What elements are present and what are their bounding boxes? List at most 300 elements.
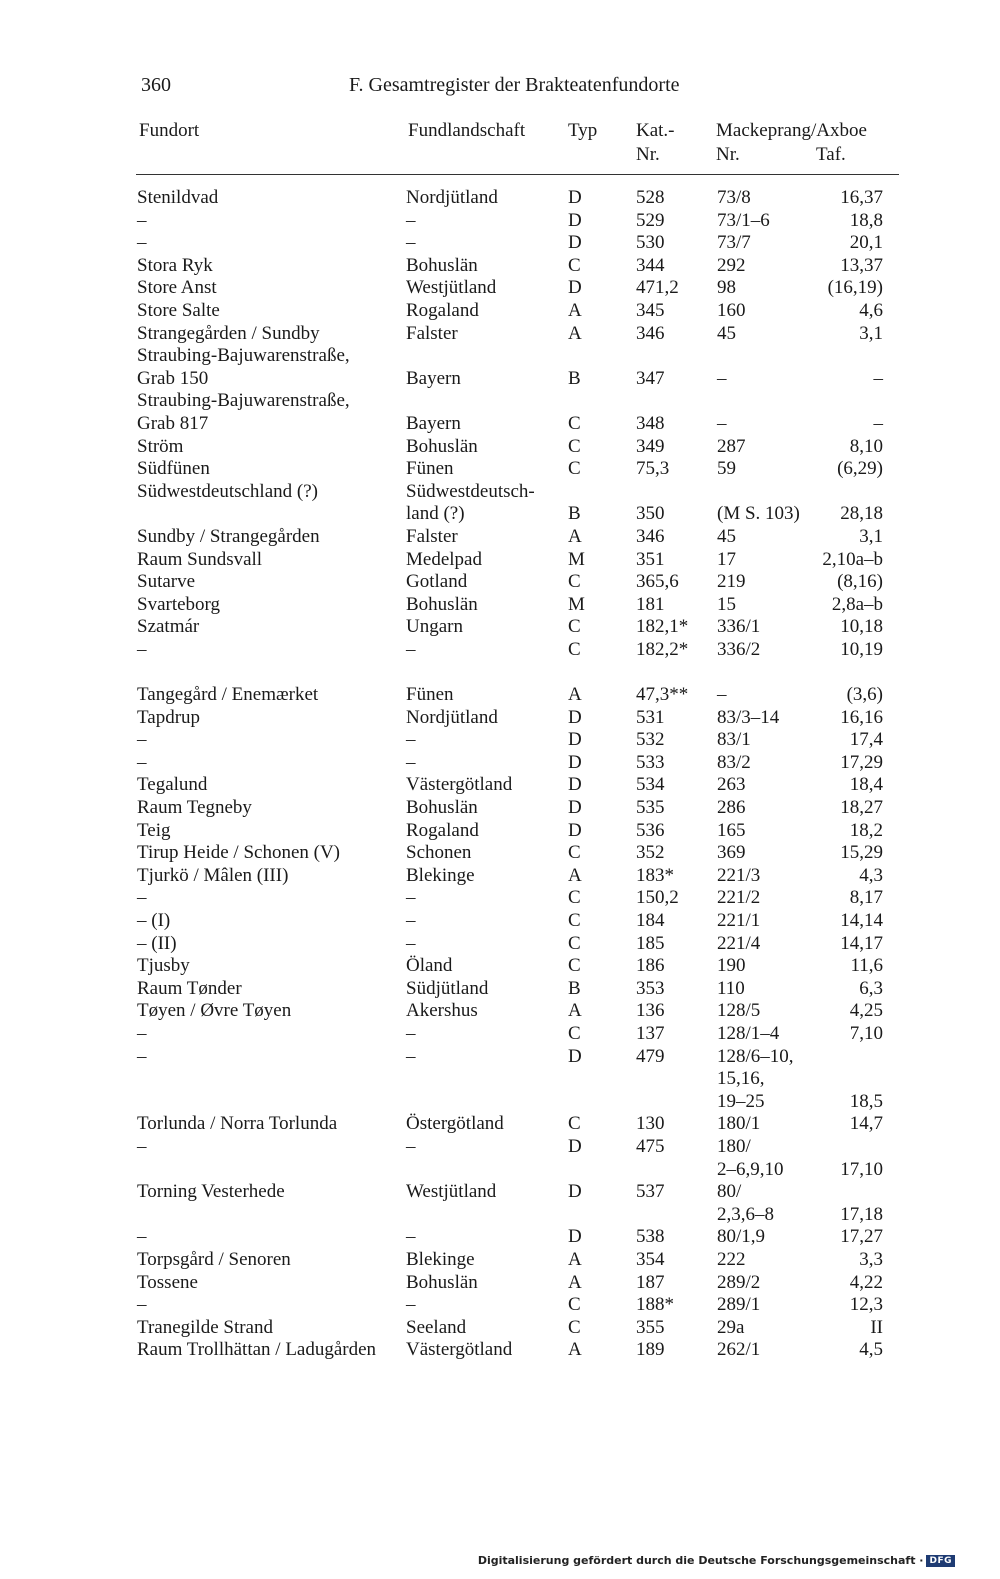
mackeprang-nr-cell: 222: [717, 1248, 746, 1270]
typ-cell: B: [568, 977, 581, 999]
fundlandschaft-cell: –: [406, 1294, 416, 1316]
fundort-cell: Raum Tegneby: [137, 797, 252, 819]
mackeprang-nr-cell: 128/1–4: [717, 1022, 780, 1044]
tafel-cell: 4,5: [859, 1339, 883, 1361]
kat-nr-cell: 353: [636, 977, 665, 999]
fundlandschaft-cell: Västergötland: [406, 1339, 513, 1361]
fundlandschaft-cell: Bohuslän: [406, 1271, 478, 1293]
kat-nr-cell: 350: [636, 503, 665, 525]
kat-nr-cell: 186: [636, 955, 665, 977]
fundort-cell: Raum Trollhättan / Ladugården: [137, 1339, 377, 1361]
fundort-cell: Tossene: [137, 1271, 198, 1293]
fundort-cell: Tjurkö / Mâlen (III): [137, 864, 289, 886]
fundlandschaft-cell: Östergötland: [406, 1113, 504, 1135]
typ-cell: A: [568, 1248, 582, 1270]
mackeprang-nr-cell: 289/1: [717, 1294, 761, 1316]
table-row: [0, 323, 1000, 346]
fundort-cell: Grab 817: [137, 412, 209, 434]
fundlandschaft-cell: Medelpad: [406, 548, 482, 570]
fundort-cell: Svarteborg: [137, 593, 221, 615]
typ-cell: D: [568, 797, 582, 819]
typ-cell: A: [568, 1339, 582, 1361]
tafel-cell: 4,25: [849, 1000, 883, 1022]
kat-nr-cell: 536: [636, 819, 665, 841]
column-header-mackeprang: Mackeprang/Axboe: [716, 120, 867, 141]
kat-nr-cell: 47,3**: [636, 684, 689, 706]
fundort-cell: – (II): [137, 932, 177, 954]
table-row: [0, 955, 1000, 978]
mackeprang-nr-cell: 110: [717, 977, 745, 999]
table-row: [0, 1204, 1000, 1227]
tafel-cell: –: [873, 412, 883, 434]
table-row: [0, 594, 1000, 617]
mackeprang-nr-cell: –: [717, 412, 727, 434]
mackeprang-nr-cell: 289/2: [717, 1271, 761, 1293]
table-row: [0, 774, 1000, 797]
mackeprang-nr-cell: 45: [717, 525, 736, 547]
fundlandschaft-cell: Fünen: [406, 684, 454, 706]
typ-cell: C: [568, 1316, 581, 1338]
kat-nr-cell: 346: [636, 525, 665, 547]
mackeprang-nr-cell: 73/7: [717, 232, 751, 254]
typ-cell: C: [568, 435, 581, 457]
table-row: [0, 684, 1000, 707]
typ-cell: D: [568, 1181, 582, 1203]
mackeprang-nr-cell: –: [717, 684, 727, 706]
table-row: [0, 232, 1000, 255]
mackeprang-nr-cell: 73/1–6: [717, 209, 770, 231]
mackeprang-nr-cell: 29a: [717, 1316, 745, 1338]
typ-cell: C: [568, 1022, 581, 1044]
fundort-cell: Store Anst: [137, 277, 217, 299]
mackeprang-nr-cell: 221/3: [717, 864, 761, 886]
fundlandschaft-cell: Bohuslän: [406, 435, 478, 457]
typ-cell: B: [568, 503, 581, 525]
table-row: [0, 933, 1000, 956]
mackeprang-nr-cell: 17: [717, 548, 736, 570]
mackeprang-nr-cell: 19–25: [717, 1090, 765, 1112]
tafel-cell: 4,3: [859, 864, 883, 886]
table-row: [0, 1249, 1000, 1272]
fundlandschaft-cell: –: [406, 1022, 416, 1044]
table-row: [0, 277, 1000, 300]
table-row: [0, 526, 1000, 549]
fundlandschaft-cell: –: [406, 910, 416, 931]
fundort-cell: Torlunda / Norra Torlunda: [137, 1113, 338, 1135]
kat-nr-cell: 532: [636, 729, 665, 751]
table-row: [0, 210, 1000, 233]
register-table: [0, 187, 1000, 1362]
fundort-cell: Südwestdeutschland (?): [137, 480, 318, 502]
kat-nr-cell: 182,2*: [636, 638, 689, 660]
typ-cell: C: [568, 571, 581, 593]
tafel-cell: 18,4: [849, 774, 883, 796]
fundlandschaft-cell: –: [406, 887, 416, 909]
typ-cell: C: [568, 616, 581, 638]
mackeprang-nr-cell: (M S. 103): [717, 503, 800, 525]
kat-nr-cell: 354: [636, 1248, 665, 1270]
column-header-kat-nr: Nr.: [636, 144, 660, 165]
tafel-cell: 14,7: [849, 1113, 883, 1135]
fundlandschaft-cell: Falster: [406, 525, 458, 547]
fundlandschaft-cell: –: [406, 751, 416, 773]
fundort-cell: Tjusby: [137, 955, 190, 977]
kat-nr-cell: 187: [636, 1271, 665, 1293]
kat-nr-cell: 183*: [636, 864, 674, 886]
mackeprang-nr-cell: 98: [717, 277, 736, 299]
fundort-cell: –: [137, 1226, 147, 1248]
fundort-cell: Sutarve: [137, 571, 196, 593]
table-row: [0, 255, 1000, 278]
kat-nr-cell: 345: [636, 299, 665, 321]
tafel-cell: 8,10: [849, 435, 883, 457]
typ-cell: C: [568, 1113, 581, 1135]
fundort-cell: Raum Tønder: [137, 977, 242, 999]
table-row: [0, 1226, 1000, 1249]
table-row: [0, 1317, 1000, 1340]
kat-nr-cell: 182,1*: [636, 616, 689, 638]
fundort-cell: Szatmár: [137, 616, 200, 638]
footer-text: Digitalisierung gefördert durch die Deutsche Forschungsgemeinschaft ·: [477, 1554, 924, 1567]
kat-nr-cell: 189: [636, 1339, 665, 1361]
kat-nr-cell: 537: [636, 1181, 665, 1203]
fundort-cell: Tranegilde Strand: [137, 1316, 273, 1338]
fundlandschaft-cell: Akershus: [406, 1000, 478, 1022]
tafel-cell: 2,10a–b: [822, 548, 883, 570]
typ-cell: C: [568, 910, 581, 931]
mackeprang-nr-cell: 59: [717, 458, 736, 480]
kat-nr-cell: 351: [636, 548, 665, 570]
tafel-cell: 18,5: [849, 1090, 883, 1112]
fundort-cell: Straubing-Bajuwarenstraße,: [137, 390, 350, 412]
table-row: [0, 1023, 1000, 1046]
kat-nr-cell: 533: [636, 751, 665, 773]
table-row: [0, 752, 1000, 775]
table-row: [0, 1339, 1000, 1362]
tafel-cell: 8,17: [849, 887, 883, 909]
kat-nr-cell: 529: [636, 209, 665, 231]
fundort-cell: –: [137, 1294, 147, 1316]
fundlandschaft-cell: Fünen: [406, 458, 454, 480]
fundlandschaft-cell: Westjütland: [406, 1181, 497, 1203]
typ-cell: C: [568, 842, 581, 864]
typ-cell: D: [568, 1045, 582, 1067]
fundort-cell: Südfünen: [137, 458, 210, 480]
table-row: [0, 458, 1000, 481]
tafel-cell: 20,1: [849, 232, 883, 254]
fundort-cell: –: [137, 751, 147, 773]
fundort-cell: –: [137, 1135, 147, 1157]
typ-cell: A: [568, 1271, 582, 1293]
fundlandschaft-cell: Rogaland: [406, 819, 479, 841]
tafel-cell: 13,37: [840, 254, 883, 276]
table-row: [0, 549, 1000, 572]
fundort-cell: Tegalund: [137, 774, 208, 796]
fundlandschaft-cell: Blekinge: [406, 1248, 475, 1270]
mackeprang-nr-cell: 83/1: [717, 729, 751, 751]
kat-nr-cell: 136: [636, 1000, 665, 1022]
fundort-cell: Torning Vesterhede: [137, 1181, 285, 1203]
typ-cell: A: [568, 1000, 582, 1022]
kat-nr-cell: 528: [636, 187, 665, 208]
typ-cell: D: [568, 706, 582, 728]
fundlandschaft-cell: Nordjütland: [406, 706, 498, 728]
fundort-cell: Tapdrup: [137, 706, 201, 728]
fundort-cell: Strangegården / Sundby: [137, 322, 320, 344]
typ-cell: C: [568, 887, 581, 909]
fundort-cell: –: [137, 638, 147, 660]
running-head: F. Gesamtregister der Brakteatenfundorte: [349, 74, 680, 96]
tafel-cell: 17,18: [840, 1203, 883, 1225]
fundlandschaft-cell: Bayern: [406, 367, 461, 389]
typ-cell: D: [568, 1226, 582, 1248]
fundort-cell: Raum Sundsvall: [137, 548, 263, 570]
kat-nr-cell: 531: [636, 706, 665, 728]
fundlandschaft-cell: Westjütland: [406, 277, 497, 299]
mackeprang-nr-cell: –: [717, 367, 727, 389]
typ-cell: D: [568, 277, 582, 299]
kat-nr-cell: 181: [636, 593, 665, 615]
fundlandschaft-cell: –: [406, 209, 416, 231]
mackeprang-nr-cell: 336/2: [717, 638, 761, 660]
table-row: [0, 865, 1000, 888]
mackeprang-nr-cell: 221/4: [717, 932, 761, 954]
kat-nr-cell: 346: [636, 322, 665, 344]
mackeprang-nr-cell: 15: [717, 593, 736, 615]
typ-cell: C: [568, 254, 581, 276]
table-row: [0, 1272, 1000, 1295]
fundlandschaft-cell: Rogaland: [406, 299, 479, 321]
mackeprang-nr-cell: 180/: [717, 1135, 751, 1157]
tafel-cell: (3,6): [846, 684, 883, 706]
tafel-cell: 17,29: [840, 751, 883, 773]
table-row: [0, 797, 1000, 820]
kat-nr-cell: 530: [636, 232, 665, 254]
fundlandschaft-cell: land (?): [406, 503, 465, 525]
footer-credit: [478, 1554, 955, 1567]
tafel-cell: 4,22: [849, 1271, 883, 1293]
mackeprang-nr-cell: 128/6–10,: [717, 1045, 794, 1067]
fundort-cell: Store Salte: [137, 299, 220, 321]
mackeprang-nr-cell: 83/2: [717, 751, 751, 773]
fundlandschaft-cell: –: [406, 729, 416, 751]
table-row: [0, 616, 1000, 639]
fundort-cell: Straubing-Bajuwarenstraße,: [137, 345, 350, 367]
fundlandschaft-cell: Bohuslän: [406, 797, 478, 819]
typ-cell: A: [568, 684, 582, 706]
table-row: [0, 1113, 1000, 1136]
column-header-fundort: Fundort: [139, 120, 200, 141]
typ-cell: D: [568, 729, 582, 751]
table-row: [0, 436, 1000, 459]
kat-nr-cell: 349: [636, 435, 665, 457]
mackeprang-nr-cell: 73/8: [717, 187, 751, 208]
kat-nr-cell: 538: [636, 1226, 665, 1248]
kat-nr-cell: 348: [636, 412, 665, 434]
fundort-cell: Tangegård / Enemærket: [137, 684, 319, 706]
fundlandschaft-cell: Västergötland: [406, 774, 513, 796]
typ-cell: A: [568, 864, 582, 886]
table-row: [0, 639, 1000, 662]
tafel-cell: (6,29): [837, 458, 883, 480]
typ-cell: C: [568, 932, 581, 954]
tafel-cell: 3,1: [859, 322, 883, 344]
mackeprang-nr-cell: 2,3,6–8: [717, 1203, 774, 1225]
fundlandschaft-cell: Falster: [406, 322, 458, 344]
fundlandschaft-cell: –: [406, 232, 416, 254]
kat-nr-cell: 75,3: [636, 458, 670, 480]
typ-cell: C: [568, 1294, 581, 1316]
fundlandschaft-cell: Seeland: [406, 1316, 467, 1338]
column-header-mackeprang-nr: Nr.: [716, 144, 740, 165]
tafel-cell: 10,19: [840, 638, 883, 660]
typ-cell: A: [568, 322, 582, 344]
mackeprang-nr-cell: 221/2: [717, 887, 761, 909]
kat-nr-cell: 479: [636, 1045, 665, 1067]
tafel-cell: (8,16): [837, 571, 883, 593]
fundlandschaft-cell: Ungarn: [406, 616, 463, 638]
typ-cell: D: [568, 774, 582, 796]
fundlandschaft-cell: Bohuslän: [406, 593, 478, 615]
tafel-cell: 18,8: [849, 209, 883, 231]
kat-nr-cell: 355: [636, 1316, 665, 1338]
fundlandschaft-cell: Gotland: [406, 571, 468, 593]
mackeprang-nr-cell: 292: [717, 254, 746, 276]
tafel-cell: 3,3: [859, 1248, 883, 1270]
fundlandschaft-cell: –: [406, 1226, 416, 1248]
table-row: [0, 187, 1000, 210]
table-row: [0, 910, 1000, 933]
tafel-cell: 3,1: [859, 525, 883, 547]
typ-cell: C: [568, 955, 581, 977]
kat-nr-cell: 475: [636, 1135, 665, 1157]
fundort-cell: –: [137, 887, 147, 909]
kat-nr-cell: 130: [636, 1113, 665, 1135]
table-row: [0, 390, 1000, 413]
tafel-cell: 10,18: [840, 616, 883, 638]
fundlandschaft-cell: Schonen: [406, 842, 472, 864]
fundort-cell: Ström: [137, 435, 184, 457]
dfg-logo: DFG: [926, 1555, 955, 1567]
column-header-taf: Taf.: [816, 144, 846, 165]
table-row: [0, 707, 1000, 730]
mackeprang-nr-cell: 15,16,: [717, 1068, 765, 1090]
column-header-fundlandschaft: Fundlandschaft: [408, 120, 526, 141]
mackeprang-nr-cell: 221/1: [717, 910, 761, 931]
table-row: [0, 842, 1000, 865]
tafel-cell: 28,18: [840, 503, 883, 525]
mackeprang-nr-cell: 2–6,9,10: [717, 1158, 784, 1180]
fundlandschaft-cell: Nordjütland: [406, 187, 498, 208]
tafel-cell: 2,8a–b: [831, 593, 883, 615]
typ-cell: D: [568, 209, 582, 231]
fundort-cell: Teig: [137, 819, 171, 841]
table-row: [0, 661, 1000, 684]
kat-nr-cell: 535: [636, 797, 665, 819]
mackeprang-nr-cell: 180/1: [717, 1113, 761, 1135]
fundort-cell: Grab 150: [137, 367, 209, 389]
typ-cell: D: [568, 1135, 582, 1157]
tafel-cell: 18,2: [849, 819, 883, 841]
kat-nr-cell: 471,2: [636, 277, 679, 299]
fundlandschaft-cell: Bayern: [406, 412, 461, 434]
kat-nr-cell: 184: [636, 910, 665, 931]
column-header-kat: Kat.-: [636, 120, 675, 141]
table-row: [0, 887, 1000, 910]
column-header-typ: Typ: [568, 120, 598, 141]
tafel-cell: 17,10: [840, 1158, 883, 1180]
table-row: [0, 1000, 1000, 1023]
table-row: [0, 978, 1000, 1001]
table-row: [0, 1091, 1000, 1114]
tafel-cell: II: [870, 1316, 883, 1338]
table-row: [0, 368, 1000, 391]
tafel-cell: 6,3: [859, 977, 883, 999]
mackeprang-nr-cell: 263: [717, 774, 746, 796]
mackeprang-nr-cell: 80/1,9: [717, 1226, 766, 1248]
mackeprang-nr-cell: 45: [717, 322, 736, 344]
fundort-cell: –: [137, 729, 147, 751]
typ-cell: D: [568, 232, 582, 254]
mackeprang-nr-cell: 83/3–14: [717, 706, 780, 728]
kat-nr-cell: 137: [636, 1022, 665, 1044]
typ-cell: D: [568, 819, 582, 841]
fundort-cell: Sundby / Strangegården: [137, 525, 320, 547]
mackeprang-nr-cell: 160: [717, 299, 746, 321]
tafel-cell: 16,16: [840, 706, 883, 728]
typ-cell: C: [568, 412, 581, 434]
typ-cell: C: [568, 458, 581, 480]
tafel-cell: 17,27: [840, 1226, 883, 1248]
tafel-cell: 18,27: [840, 797, 883, 819]
fundlandschaft-cell: Bohuslän: [406, 254, 478, 276]
fundort-cell: –: [137, 232, 147, 254]
kat-nr-cell: 534: [636, 774, 665, 796]
fundort-cell: Tøyen / Øvre Tøyen: [137, 1000, 292, 1022]
kat-nr-cell: 347: [636, 367, 665, 389]
tafel-cell: 14,14: [840, 910, 883, 931]
table-row: [0, 729, 1000, 752]
table-row: [0, 1159, 1000, 1182]
mackeprang-nr-cell: 262/1: [717, 1339, 761, 1361]
typ-cell: B: [568, 367, 581, 389]
fundort-cell: –: [137, 209, 147, 231]
table-row: [0, 1294, 1000, 1317]
typ-cell: D: [568, 751, 582, 773]
table-row: [0, 1181, 1000, 1204]
tafel-cell: 12,3: [849, 1294, 883, 1316]
tafel-cell: 11,6: [850, 955, 883, 977]
fundlandschaft-cell: Südwestdeutsch-: [406, 480, 535, 502]
mackeprang-nr-cell: 80/: [717, 1181, 742, 1203]
kat-nr-cell: 150,2: [636, 887, 679, 909]
table-row: [0, 820, 1000, 843]
mackeprang-nr-cell: 336/1: [717, 616, 761, 638]
table-row: [0, 1068, 1000, 1091]
mackeprang-nr-cell: 286: [717, 797, 746, 819]
table-row: [0, 571, 1000, 594]
mackeprang-nr-cell: 165: [717, 819, 746, 841]
fundlandschaft-cell: Öland: [406, 955, 453, 977]
fundlandschaft-cell: –: [406, 1135, 416, 1157]
fundlandschaft-cell: –: [406, 1045, 416, 1067]
fundort-cell: Tirup Heide / Schonen (V): [137, 842, 340, 864]
tafel-cell: 7,10: [849, 1022, 883, 1044]
table-row: [0, 1136, 1000, 1159]
kat-nr-cell: 188*: [636, 1294, 674, 1316]
mackeprang-nr-cell: 128/5: [717, 1000, 761, 1022]
fundlandschaft-cell: Blekinge: [406, 864, 475, 886]
